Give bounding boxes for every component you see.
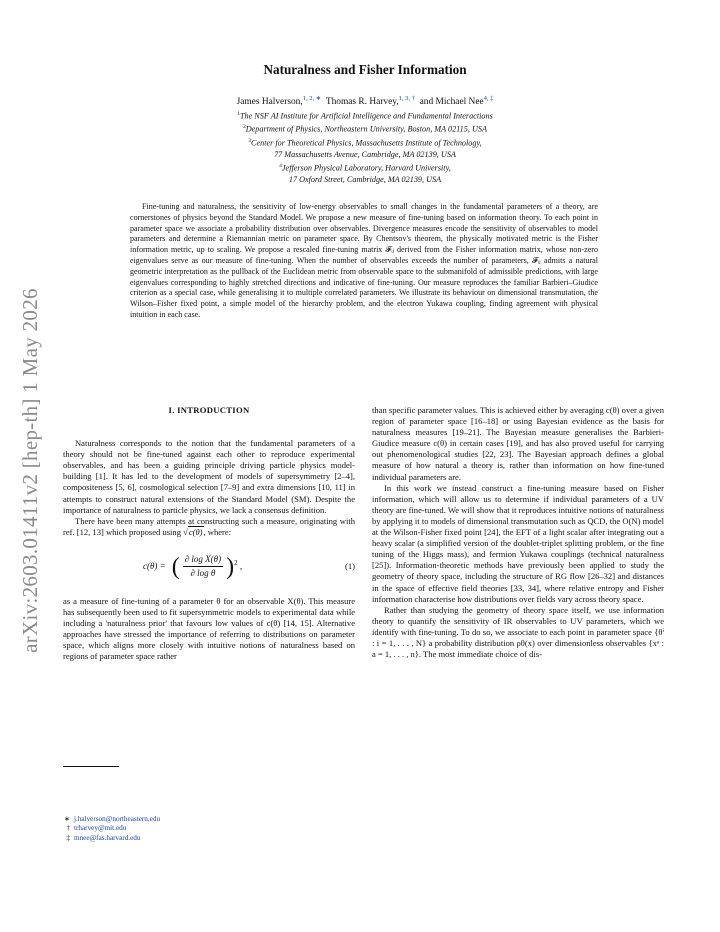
footnote-mark: ∗ [63,815,70,823]
paragraph: Naturalness corresponds to the notion that the fundamental parameters of a theory should not be fine-tuned against each other to reproduce experimental observables, and has been a guiding principle driving particle physics model-building [1]. It has led to the development of models of supersymmetry [2–4], compositeness [5, 6], cosmological selection [7–9] and extra dimensions [10, 11] in attempts to construct natural extensions of the Standard Model (SM). Despite the importance of naturalness to particle physics, we lack a consensus definition. [63,438,355,515]
affiliation-line: 77 Massachusetts Avenue, Cambridge, MA 02139, USA [274,150,456,160]
author-marks: 4, ‡ [483,95,494,102]
footnote [63,834,355,843]
paragraph: Rather than studying the geometry of theory space itself, we use information theory to quantify the sensitivity of IR observables to UV parameters, which we identify with fine-tuning. To do so, we associate to each point in parameter space {θⁱ : i = 1, . . . , N} a probability distribution ρθ(x) over dimensionless observables {xᵃ : a = 1, . . . , n}. The most immediate choice of dis- [372,604,664,660]
affiliation [80,122,650,135]
paragraph [63,516,355,538]
equation-exponent: 2 [234,559,238,568]
fraction-numerator: ∂ log X(θ) [183,554,223,567]
affiliation [80,109,650,122]
email-link[interactable]: mnee@fas.harvard.edu [74,833,141,842]
paragraph: as a measure of fine-tuning of a parameter θ for an observable X(θ). This measure has subsequently been used to fit supersymmetric models to experimental data while including a 'naturalness prior' that favours low values of c(θ) [14, 15]. Alternative approaches have stressed the importance of referring to distributions on parameter space, which aligns more closely with intuitive notions of naturalness based on regions of parameter space rather [63,595,355,662]
arxiv-identifier: arXiv:2603.01411v2 [hep-th] 1 May 2026 [17,287,42,653]
equation-body: c(θ) = ( $\frac{\text{∂ log X(θ)}}{\text{∂ log θ}}$ ) $^2$ , [143,553,243,580]
paragraph: than specific parameter values. This is achieved either by averaging c(θ) over a given region of parameter space [16–18] or using Bayesian evidence as the basis for naturalness measures [19–21]. The Bayesian measure generalises the Barbieri-Giudice measure c(θ) in certain cases [19], and has also proved useful for carrying out phenomenological studies [22, 23]. The Bayesian approach defines a global measure of how natural a theory is, rather than information on how fine-tuned individual parameters are. [372,405,664,482]
footnote-mark: ‡ [66,833,70,842]
author-marks: 1, 3, † [398,95,415,102]
right-column [372,405,664,660]
sqrt-expression: √c(θ) [183,526,203,537]
right-paren: ) [226,553,235,580]
section-heading: I. INTRODUCTION [168,405,250,415]
arxiv-stamp [8,260,52,680]
author-name: Thomas R. Harvey, [325,97,399,108]
affiliation-line: Jefferson Physical Laboratory, Harvard University, [281,163,451,173]
affiliation-line: The NSF AI Institute for Artificial Intelligence and Fundamental Interactions [239,111,493,121]
email-link[interactable]: trharvey@mit.edu [74,824,127,833]
paper-title: Naturalness and Fisher Information [263,62,467,77]
equation-fraction [183,554,223,579]
equation-1 [63,548,355,586]
author-name: and Michael Nee [419,97,484,108]
author-marks: 1, 2, ∗ [302,95,322,102]
footnote-mark: † [66,824,70,833]
abstract-text: Fine-tuning and naturalness, the sensitivity of low-energy observables to small changes in the fundamental parameters of a theory, are cornerstones of physics beyond the Standard Model. We propose a new measure of fine-tuning based on information theory. To each point in parameter space we associate a probability distribution over observables. Divergence measures encode the sensitivity of observables to model parameters and determine a Riemannian metric on parameter space. By Chentsov's theorem, the physically motivated metric is the Fisher information metric, up to scaling. We propose a rescaled fine-tuning matrix 𝓕ᵢⱼ derived from the Fisher information matrix, whose non-zero eigenvalues serve as our measure of fine-tuning. When the number of observables exceeds the number of parameters, 𝓕ᵢⱼ admits a natural geometric interpretation as the pullback of the Euclidean metric from observable space to the submanifold of admissible predictions, with large eigenvalues corresponding to highly stretched directions and indicative of fine-tuning. Our measure reproduces the familiar Barbieri–Giudice criterion as a special case, while generalising it to multiple correlated parameters. We illustrate its behaviour on dimensional transmutation, the Wilson–Fisher fixed point, a simple model of the hierarchy problem, and the electron Yukawa coupling, finding agreement with physical intuition in each case. [130,202,598,319]
left-column [63,405,355,663]
author-name: James Halverson, [236,97,303,108]
affiliation-line: Department of Physics, Northeastern University, Boston, MA 02115, USA [245,125,487,135]
footnote [63,815,355,824]
left-paren: ( [165,553,180,580]
affiliation-line: 17 Oxford Street, Cambridge, MA 02139, USA [288,175,442,185]
paragraph-text: There have been many attempts at constructing such a measure, originating with ref. [12, 13] which proposed using [63,515,355,537]
footnote [63,824,355,833]
affiliation-mark: 1 [237,111,240,117]
sqrt-radicand: c(θ) [188,526,203,537]
affiliation-mark: 2 [243,124,246,131]
author-list [80,94,650,107]
paragraph-text: , where: [203,526,232,537]
email-link[interactable]: j.halverson@northeastern.edu [74,815,161,823]
footnote-rule [63,766,119,767]
footnotes [63,815,355,843]
equation-lhs: c(θ) = [143,561,166,572]
affiliation-mark: 3 [248,137,252,144]
affiliation-mark: 4 [279,163,282,170]
paragraph: In this work we instead construct a fine-tuning measure based on Fisher information, which will allow us to determine if individual parameters of a UV theory are fine-tuned. We will show that it reproduces intuitive notions of naturalness by applying it to models of dimensional transmutation such as QCD, the O(N) model at the Wilson-Fisher fixed point [24], the EFT of a light scalar after integrating out a heavy scalar (a simplified version of the doublet-triplet splitting problem, or the fine tuning of the Higgs mass), and fermion Yukawa couplings (technical naturalness [25]). Information-theoretic methods have previously been applied to study the geometry of theory space, including the structure of RG flow [26–32] and distances in the space of effective field theories [33, 34], where relative entropy and Fisher information characterise how distributions over fields vary across theory space. [372,482,664,604]
affiliation-line: Center for Theoretical Physics, Massachusetts Institute of Technology, [251,138,482,148]
affiliation-list [80,109,650,186]
fraction-denominator: ∂ log θ [190,568,216,579]
equation-number: (1) [344,561,355,572]
abstract [130,202,598,321]
affiliation [80,161,650,174]
affiliation [80,136,650,149]
